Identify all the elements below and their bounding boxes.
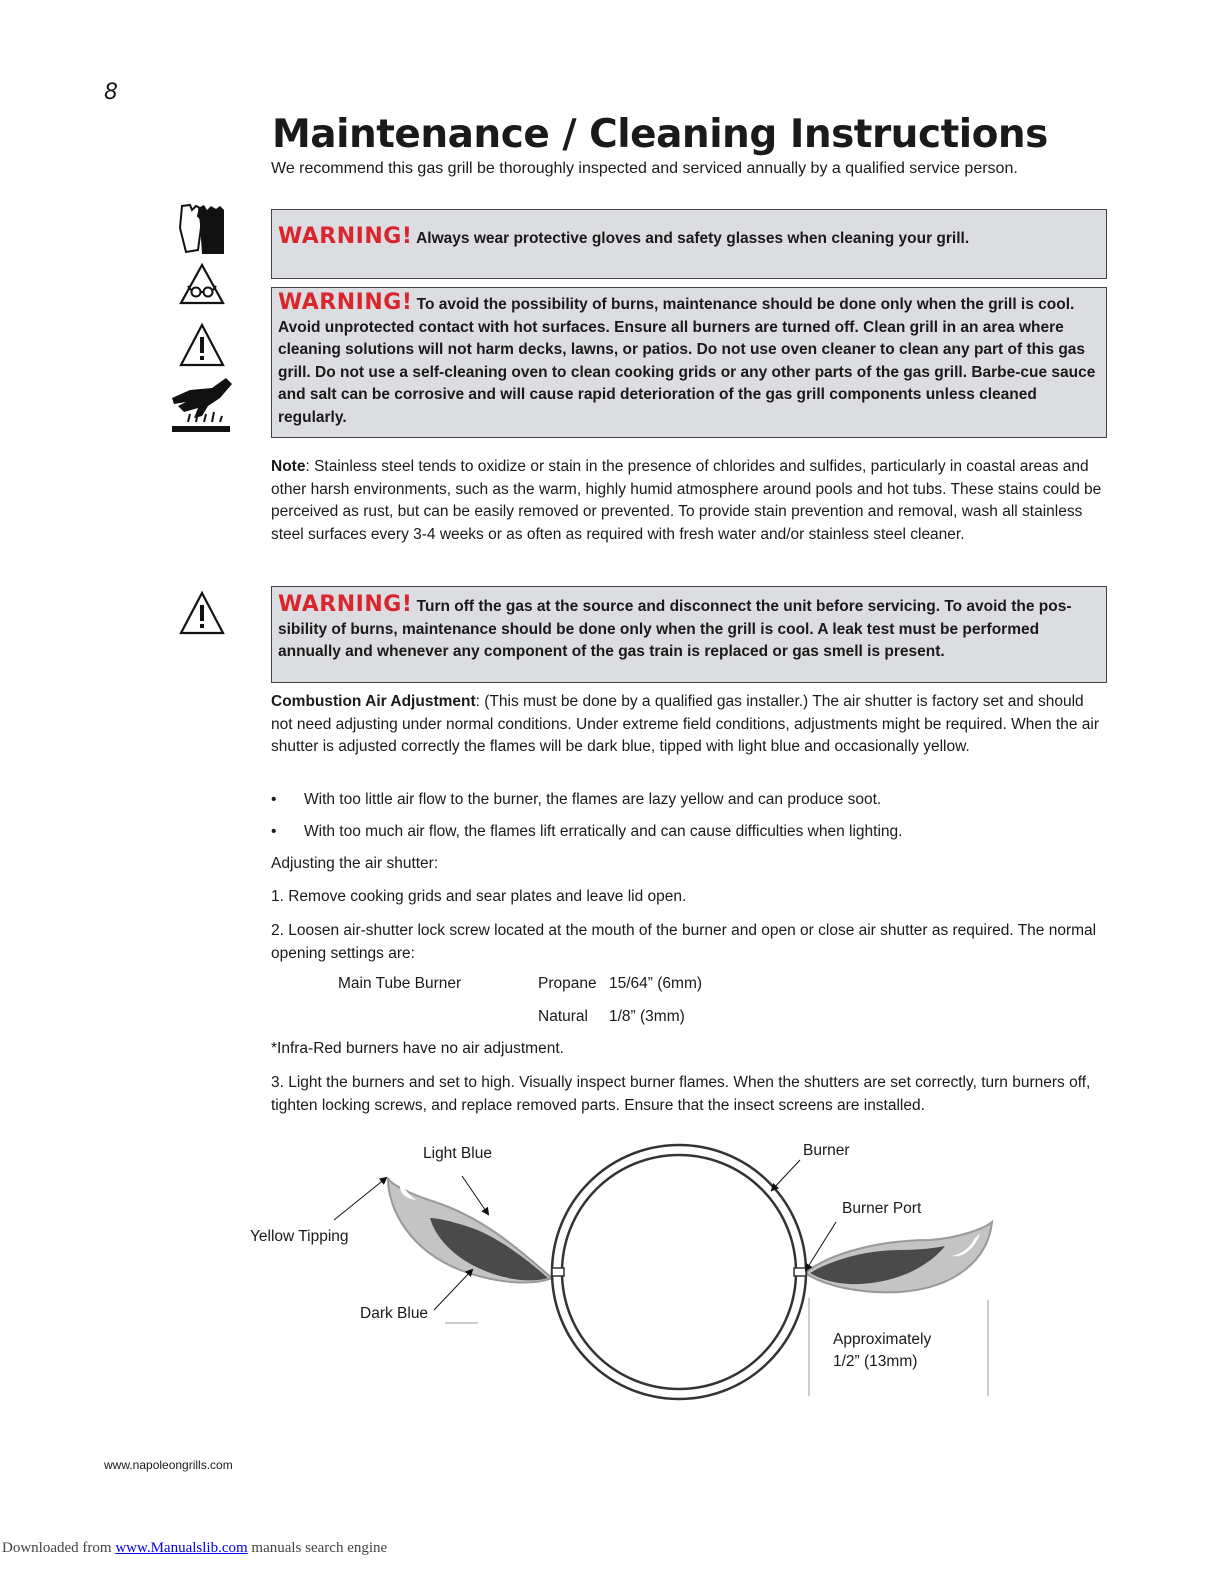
natural-label: Natural — [538, 1008, 588, 1025]
natural-value: 1/8” (3mm) — [609, 1008, 685, 1025]
combustion-text: : (This must be done by a qualified gas installer.) The air shutter is factory set and should not need adjusting under normal conditions. Under extreme field conditions, adjustments might be required. When the air shutter is adjusted correctly the flames will be dark blue, tipped with light blue and occasionally yellow. — [271, 693, 1099, 755]
page-title: Maintenance / Cleaning Instructions — [272, 112, 1048, 157]
caution-icon — [178, 322, 226, 368]
page-subtitle: We recommend this gas grill be thoroughly inspected and serviced annually by a qualified service person. — [271, 160, 1018, 177]
warning-label: WARNING! — [278, 290, 413, 315]
burner-inner-ring — [562, 1155, 796, 1389]
download-prefix: Downloaded from — [2, 1540, 116, 1556]
adjusting-heading: Adjusting the air shutter: — [271, 855, 439, 872]
step-3: 3. Light the burners and set to high. Visually inspect burner flames. When the shutters are set correctly, turn burners off, tighten locking screws, and replace removed parts. Ensure that the insect screens are installed. — [271, 1074, 1091, 1114]
note-text: : Stainless steel tends to oxidize or stain in the presence of chlorides and sulfides, particularly in coastal areas and other harsh environments, such as the warm, highly humid atmosphere around pools and hot tubs. These stains could be perceived as rust, but can be easily removed or prevented. To provide stain prevention and removal, wash all stainless steel surfaces every 3-4 weeks or as often as required with fresh water and/or stainless steel cleaner. — [271, 458, 1102, 543]
warning-box — [271, 209, 1107, 279]
burner-label: Burner — [803, 1142, 850, 1159]
combustion-paragraph — [271, 691, 1107, 759]
bullet-text: With too little air flow to the burner, the flames are lazy yellow and can produce soot. — [304, 791, 882, 808]
list-item: • With too much air flow, the flames lift erratically and can cause difficulties when lighting. — [271, 823, 903, 840]
step-1: 1. Remove cooking grids and sear plates and leave lid open. — [271, 888, 687, 905]
warning-box — [271, 287, 1107, 438]
approx-label-line2: 1/2” (13mm) — [833, 1353, 918, 1370]
warning-box — [271, 586, 1107, 683]
warning-label: WARNING! — [278, 592, 413, 617]
download-footer — [2, 1540, 387, 1557]
combustion-label: Combustion Air Adjustment — [271, 693, 476, 710]
dark-blue-label: Dark Blue — [360, 1305, 429, 1322]
light-blue-pointer — [462, 1176, 488, 1214]
burner-pointer — [772, 1160, 800, 1190]
burner-flame-diagram — [240, 1130, 1040, 1410]
page-number: 8 — [104, 80, 118, 105]
warning-text: To avoid the possibility of burns, maintenance should be done only when the grill is cool. Avoid unprotected contact with hot surfaces. Ensure all burners are turned off. Clean grill in an area where cleaning solutions will not harm decks, lawns, or patios. Do not use oven cleaner to clean any part of this gas grill. Do not use a self-cleaning oven to clean cooking grids or any other parts of the gas grill. Barbe-cue sauce and salt can be corrosive and will cause rapid deterioration of the gas grill components unless cleaned regularly. — [278, 296, 1096, 426]
burner-outer-ring — [552, 1145, 806, 1399]
bullet-text: With too much air flow, the flames lift erratically and can cause difficulties when lighting. — [304, 823, 903, 840]
step-2: 2. Loosen air-shutter lock screw located at the mouth of the burner and open or close air shutter as required. The normal opening settings are: — [271, 922, 1097, 962]
note-paragraph — [271, 456, 1107, 546]
dark-blue-pointer — [434, 1270, 472, 1310]
warning-text: Turn off the gas at the source and disconnect the unit before servicing. To avoid the pos-sibility of burns, maintenance should be done only when the grill is cool. A leak test must be performed annually and whenever any component of the gas train is replaced or gas smell is present. — [278, 598, 1072, 660]
note-label: Note — [271, 458, 306, 475]
light-blue-label: Light Blue — [423, 1145, 492, 1162]
propane-value: 15/64” (6mm) — [609, 975, 703, 992]
gloves-icon — [176, 202, 228, 256]
burner-port-label: Burner Port — [842, 1200, 922, 1217]
left-burner-port — [552, 1268, 564, 1276]
warning-text: Always wear protective gloves and safety glasses when cleaning your grill. — [416, 230, 970, 247]
yellow-tipping-pointer — [334, 1178, 386, 1220]
download-suffix: manuals search engine — [247, 1540, 388, 1556]
safety-glasses-icon — [178, 262, 226, 306]
yellow-tipping-label: Yellow Tipping — [250, 1228, 349, 1245]
list-item: • With too little air flow to the burner, the flames are lazy yellow and can produce soot. — [271, 791, 882, 808]
infra-red-note: *Infra-Red burners have no air adjustment. — [271, 1040, 564, 1057]
manualslib-link[interactable]: www.Manualslib.com — [115, 1540, 248, 1556]
right-burner-port — [794, 1268, 806, 1276]
warning-label: WARNING! — [278, 224, 413, 249]
footer-url: www.napoleongrills.com — [104, 1458, 233, 1472]
propane-label: Propane — [538, 975, 597, 992]
burner-type: Main Tube Burner — [338, 975, 462, 992]
caution-icon — [178, 590, 226, 636]
hot-surface-icon — [168, 376, 234, 434]
approx-label-line1: Approximately — [833, 1331, 932, 1348]
